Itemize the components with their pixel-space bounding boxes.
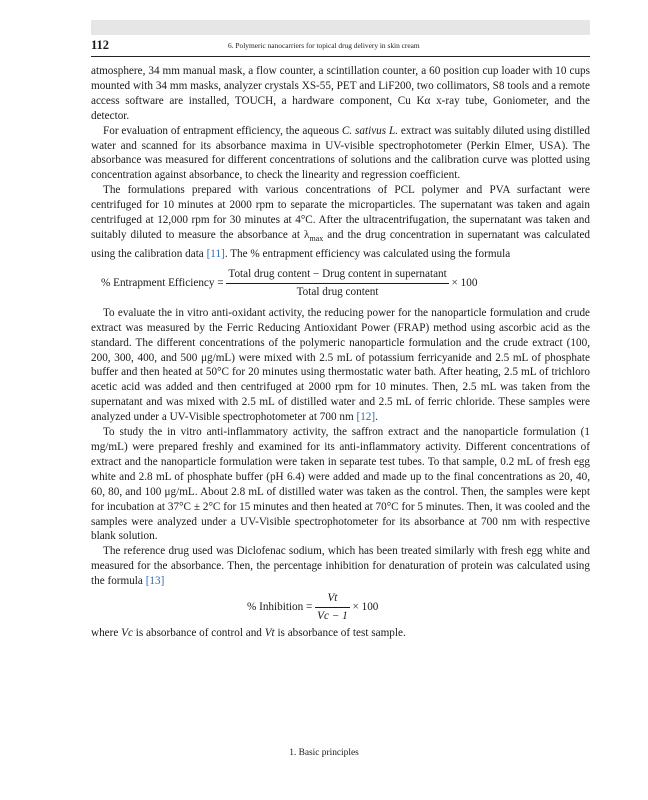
header-band bbox=[91, 20, 590, 35]
paragraph: To study the in vitro anti-inflammatory activity, the saffron extract and the nanoparticle formulation (1 mg/mL) were prepared freshly and examined for its anti-inflammatory activity. Different concentrations of extract and the nanoparticle formulation were taken in separate test tubes. To that sample, 0.2 mL of fresh egg white and 2.8 mL of phosphate buffer (pH 6.4) were added and made up to the final concentrations as 20, 40, 60, 80, and 100 μg/mL. About 2.8 mL of distilled water was taken as the control. Then, the samples were kept for incubation at 37°C ± 2°C for 15 minutes and then heated at 70°C for 5 minutes. Then, it was cooled and the samples were analyzed under a UV-Visible spectrophotometer for its absorbance at 700 nm with respective blank solution. bbox=[91, 426, 590, 543]
citation-link[interactable]: [13] bbox=[145, 575, 165, 588]
equation-multiplier: × 100 bbox=[451, 277, 478, 289]
body-text bbox=[91, 64, 590, 641]
equation-numerator: Total drug content − Drug content in supernatant bbox=[226, 267, 448, 284]
paragraph: The reference drug used was Diclofenac sodium, which has been treated similarly with fresh egg white and measured for the absorbance. Then, the percentage inhibition for denaturation of protein was calculated using the formula [13] bbox=[91, 545, 590, 588]
citation-link[interactable]: [11] bbox=[206, 248, 225, 261]
equation-lhs: % Inhibition = bbox=[247, 601, 313, 614]
inhibition-equation bbox=[247, 591, 590, 624]
citation-link[interactable]: [12] bbox=[356, 411, 376, 424]
page-number: 112 bbox=[91, 38, 110, 52]
paragraph: To evaluate the in vitro anti-oxidant activity, the reducing power for the nanoparticle formulation and crude extract was measured by the Ferric Reducing Antioxidant Power (FRAP) method using ascorbic acid as the standard. The different concentrations of the polymeric nanoparticle formulation and the crude extract (100, 200, 300, 400, and 500 μg/mL) were mixed with 2.5 mL of potassium ferricyanide and 2.5 mL of phosphate buffer and then heated at 50°C for 20 minutes using thermostatic water bath. After heating, 2.5 mL of trichloro acetic acid was added and then centrifuged at 2000 rpm for 10 minutes. Then, 2.5 mL was taken from the supernatant and was mixed with 2.5 mL of distilled water and 2.5 mL of ferric chloride. These samples were analyzed under a UV-Visible spectrophotometer at 700 nm [12]. bbox=[91, 306, 590, 424]
paragraph: where Vc is absorbance of control and Vt is absorbance of test sample. bbox=[91, 626, 406, 639]
equation-fraction bbox=[315, 591, 350, 624]
equation-numerator: Vt bbox=[315, 591, 350, 608]
paragraph: The formulations prepared with various concentrations of PCL polymer and PVA surfactant were centrifuged for 10 minutes at 2000 rpm to separate the microparticles. The supernatant was taken and again centrifuged at 12,000 rpm for 30 minutes at 4°C. After the ultracentrifugation, the supernatant was taken and suitably diluted to measure the absorbance at $\lambda_{max}$ and the drug concentration in supernatant was calculated using the calibration data [11]. The % entrapment efficiency was calculated using the formula bbox=[91, 184, 591, 261]
equation-lhs: % Entrapment Efficiency = bbox=[101, 277, 224, 289]
paragraph: atmosphere, 34 mm manual mask, a flow counter, a scintillation counter, a 60 position cup loader with 10 cups mounted with 34 mm masks, analyzer crystals XS-55, PET and LiF200, two collimators, S8 tools and a remote access software are installed, TOUCH, a hardware component, Cu Kα x-ray tube, Goniometer, and the detector. bbox=[91, 65, 590, 122]
page-footer bbox=[0, 748, 648, 758]
species-name: C. sativus L. bbox=[341, 124, 399, 137]
paragraph: For evaluation of entrapment efficiency, the aqueous C. sativus L. extract was suitably diluted using distilled water and scanned for its absorbance maxima in UV-visible spectrophotometer (Perkin Elmer, USA). The absorbance was measured for different concentrations of solutions and the calibration curve was plotted using concentration against absorbance, to check the linearity and regression coefficient. bbox=[91, 124, 590, 182]
footer-section-label: 1. Basic principles bbox=[289, 748, 359, 758]
running-title: 6. Polymeric nanocarriers for topical drug delivery in skin cream bbox=[228, 41, 420, 50]
lambda-subscript: max bbox=[309, 234, 324, 244]
page-header bbox=[91, 38, 590, 57]
entrapment-efficiency-equation bbox=[101, 267, 590, 300]
equation-denominator: Vc − 1 bbox=[317, 609, 348, 622]
equation-multiplier: × 100 bbox=[352, 601, 379, 614]
equation-fraction bbox=[226, 267, 448, 300]
equation-denominator: Total drug content bbox=[296, 285, 379, 298]
